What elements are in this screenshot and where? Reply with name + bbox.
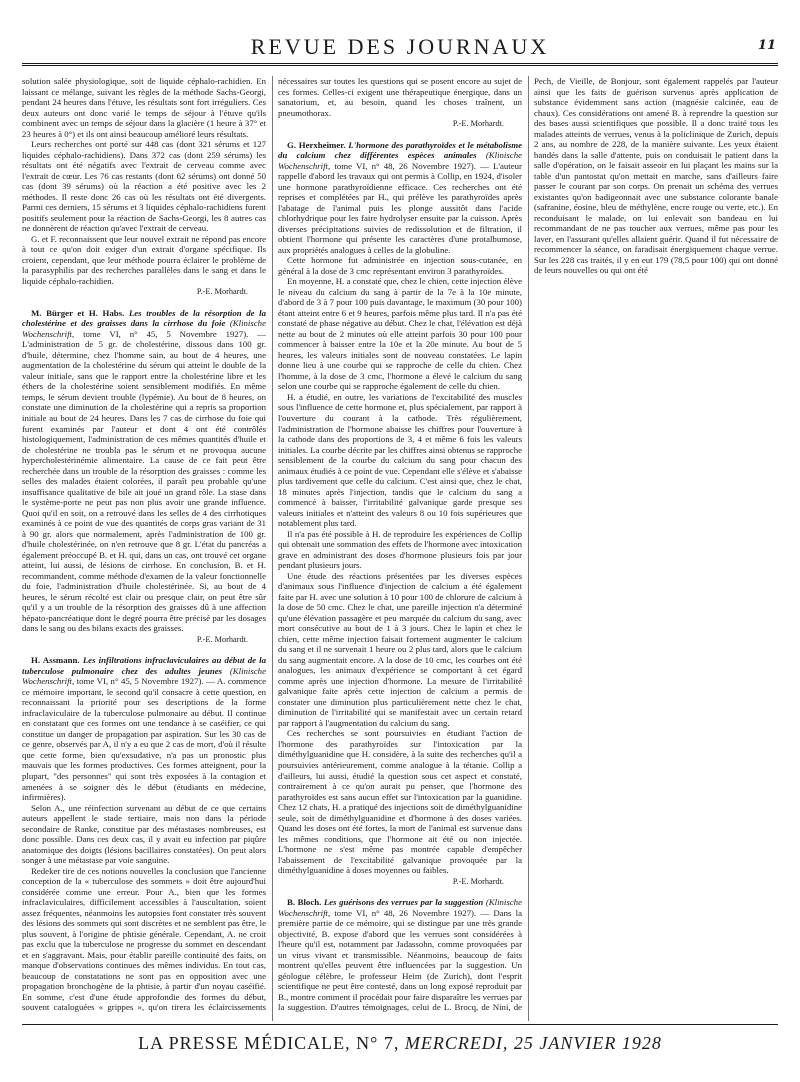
article-1-body [22, 308, 266, 634]
article-2-signature: P.-E. Morhardt. [452, 119, 504, 129]
article-0-signature: P.-E. Morhardt. [196, 287, 248, 297]
article-4-title: Les guérisons des verrues par la suggestion [323, 897, 484, 908]
article-1-signature: P.-E. Morhardt. [196, 634, 248, 644]
article-3-paragraph-6: Ces recherches se sont poursuivies en étudiant l'action de l'hormone des parathyroïdes sur l'intoxication par la diméthylguanidine que H. considère, à la suite des recherches qu'il a poursuivies antérieurement, comme analogue à la tétanie. Collip a d'ailleurs, lui aussi, étudié la question sous cet aspect et constaté, contrairement à ce qu'on aurait pu penser, que l'hormone des parathyroïdes est sans aucun effet sur l'intoxication par la guanidine. Chez 12 chats, H. a pratiqué des injections soit de diméthylguanidine seule, soit de diméthylguanidine et d'hormone à des doses variées. Quand les doses ont été fortes, la mort de l'animal est survenue dans les mêmes conditions, que l'hormone ait été ou non injectée. L'hormone ne s'est même pas montrée capable d'empêcher l'abaissement de l'excitabilité galvanique provoquée par la diméthylguanidine à doses moyennes ou faibles. [278, 728, 522, 876]
article-3-paragraph-5: Une étude des réactions présentées par les diverses espèces d'animaux sous l'influence d'injection de calcium a été également faite par H. avec une solution à 10 pour 100 de chlorure de calcium à la dose de 50 cmc. Chez le chat, une pareille injection n'a déterminé qu'une élévation passagère et peu marquée du calcium du sang, avec mort consécutive au bout de 1 à 3 jours. Chez le lapin et chez le chien, cette même injection faisait fortement augmenter le calcium du sang et il ne survenait 1 heure ou 2 plus tard, alors que le calcium du sang augmentait encore. A la dose de 10 cmc, les courbes ont été analogues, les animaux d'expérience se comportant à cet égard comme après une injection d'hormone. La mesure de l'irritabilité galvanique faite après cette injection de calcium a permis de constater une diminution plus particulièrement nette chez le chat, diminution de l'irritabilité qui se manifestait avec un certain retard par rapport à l'augmentation du calcium du sang. [278, 570, 522, 728]
article-1-source: (Klinische Wochenschrift, [22, 318, 266, 339]
article-3-paragraph-4: Il n'a pas été possible à H. de reproduire les expériences de Collip qui obtenait une sommation des effets de l'hormone avec intoxication grave en administrant des doses d'hormone plusieurs fois par jour pendant plusieurs jours. [278, 528, 523, 571]
page-number: 11 [757, 38, 776, 53]
article-1-intro: L'administration de 5 gr. de cholestérine, dissous dans 100 gr. d'huile, détermine, chez l'homme sain, au bout de 4 heures, une augmentation de la cholestérine du sérum qui atteint le double de la valeur initiale, sans que le rapport entre la cholestérine libre et les éthers de la cholestérine soient sensiblement modifiés. En même temps, le sérum devient trouble (lypémie). Au bout de 8 heures, on constate une diminution de la cholestérine qui a repris sa proportion initiale au bout de 24 heures. Dans les 7 cas de cirrhose du foie qui furent examinés par l'auteur et dont 4 ont été contrôlés histologiquement, l'administration de ces mêmes quantités d'huile et de cholestérine ne troubla pas le sérum et ne provoqua aucune hypercholestérinémie alimentaire. La cause de ce fait peut être recherchée dans un trouble de la résorption des graisses : comme les selles des malades étaient colorées, il paraît peu probable qu'une insuffisance qualitative de bile ait joué un grand rôle. La stase dans le système-porte ne peut pas non plus avoir une grande influence. Quoi qu'il en soit, on a retrouvé dans les selles de 4 des cirrhotiques examinés à ce point de vue des quantités de corps gras variant de 31 à 90 gr. alors que normalement, après l'administration de 100 gr. d'huile cholestérinée, on n'en retrouve que 8 gr. L'état du pancréas a également préoccupé B. et H. qui, dans un cas, ont trouvé cet organe atteint, lui aussi, de lésions de cirrhose. En conclusion, B. et H. recommandent, comme méthode d'examen de la valeur fonctionnelle du foie, l'administration d'huile cholestérinée. Si, au bout de 4 heures, le sérum récolté est clair ou presque clair, on peut être sûr qu'il y a un trouble de la résorption des graisses dû à une affection hépato-pancréatique dont le degré pourra être précisé par les dosages dans le sang ou des bilans exacts des graisses. [22, 339, 266, 634]
article-2-paragraph-2: Redeker tire de ces notions nouvelles la conclusion que l'ancienne conception de la « tuberculose des sommets » doit être aujourd'hui considérée comme une erreur. Pour A., bien que les formes infraclaviculaires, difficilement accessibles à l'auscultation, soient assez fréquentes, néanmoins les autopsies font constater très souvent des lésions des sommets qui sont discrètes et ne semblent pas être, le plus souvent, à l'origine de phtisie générale. Cependant, A. ne croit pas exclu que la tuberculose ne progresse du sommet en descendant et en s'aggravant. Mais, pour établir pareille continuité des faits, on manque d'observations continues des mêmes individus. En tout cas, beaucoup de constatations ne sont pas en opposition avec une propagation bronchogène de la phtisie, à partir d'un noyau caséifié. En somme, c'est d'une étude approfondie des formes du début, souvent cataloguées « grippes », qu'on tirera les éclaircissements nécessaires sur toutes les questions qui se posent encore au sujet de ces formes. Celles-ci exigent une thérapeutique énergique, dans un sanatorium, et, au besoin, quand les choses traînent, un pneumothorax. [22, 76, 522, 1013]
article-4-reference: tome VI, n° 48, 26 Novembre 1927). — [330, 907, 494, 918]
article-3-paragraph-3: H. a étudié, en outre, les variations de l'excitabilité des muscles sous l'influence de cette hormone et, plus spécialement, par rapport à l'ouverture du courant à la cathode. Très régulièrement, l'administration de l'hormone abaisse les chiffres pour l'ouverture à la cathode dans des proportions de 3, 4 et même 6 fois les valeurs initiales. La courbe décrite par les chiffres ainsi obtenus se rapproche sensiblement de la courbe du calcium du sang pour chacun des animaux étudiés à ce point de vue. Cependant elle s'élève et s'abaisse plus tardivement que celle du calcium. C'est ainsi que, chez le chat, 18 minutes après l'injection, tandis que le calcium du sang a commencé à baisser, l'irritabilité galvanique garde presque ses valeurs initiales et n'atteint des valeurs 8 ou 10 fois supérieures que notablement plus tard. [278, 391, 522, 529]
footer-journal: LA PRESSE MÉDICALE, N° 7, [138, 1033, 400, 1053]
article-3-intro: L'auteur rappelle d'abord les travaux qui ont permis à Collip, en 1924, d'isoler une hormone parathyroïdienne efficace. Ces recherches ont été reprises et complétées par H., qui prélève les parathyroïdes après l'abatage de l'animal puis les plonge aussitôt dans l'acide chlorhydrique pour les faire hydrolyser ensuite par la cuisson. Après diverses précipitations suivies de redissolution et de filtration, il obtient l'hormone qui présente les caractères d'une protalbumose, aux propriétés analogues à celles de la globuline. [278, 160, 522, 255]
page-footer [22, 1024, 778, 1054]
article-0-paragraph-1: solution salée physiologique, soit de liquide céphalo-rachidien. En laissant ce mélange, suivant les règles de la méthode Sachs-Georgi, pendant 24 heures dans l'étuve, les résultats sont fort irréguliers. Ces deux auteurs ont donc varié le temps de séjour à l'étuve qu'ils combinent avec un temps de séjour dans la glacière (1 heure à 37° et 23 heures à 0°) et ils ont ainsi beaucoup amélioré leurs résultats. [22, 76, 266, 139]
article-4-source: (Klinische Wochenschrift, [278, 897, 522, 918]
article-2-paragraph-1: Selon A., une réinfection survenant au début de ce que certains auteurs appellent le stade tertiaire, mais non dans la période secondaire de Ranke, constitue par des métastases nombreuses, est donc possible. Dans ces deux cas, il y avait eu infection par piqûre anatomique des doigts (lésions bacillaires constatées). On peut alors songer à une métastase par voie sanguine. [22, 802, 266, 866]
article-columns [22, 76, 778, 1021]
article-2-reference: tome VI, n° 45, 5 Novembre 1927). — [74, 676, 217, 687]
article-3-title: L'hormone des parathyroïdes et le métabolisme du calcium chez différentes espèces animales [278, 139, 523, 161]
article-3-author: G. Herxheimer. [287, 139, 346, 150]
article-3-signature: P.-E. Morhardt. [452, 876, 504, 886]
section-title: REVUE DES JOURNAUX [250, 34, 550, 59]
header-rule-double [22, 65, 778, 66]
article-3-paragraph-1: Cette hormone fut administrée en injection sous-cutanée, en général à la dose de 3 cmc représentant environ 3 parathyroïdes. [278, 255, 522, 276]
article-3-source: (Klinische Wochenschrift, [278, 150, 523, 171]
article-3-paragraph-2: En moyenne, H. a constaté que, chez le chien, cette injection élève le niveau du calcium du sang à partir de la 7e à la 10e minute, d'abord de 3 à 7 pour 100 puis davantage, le maximum (30 pour 100) étant atteint entre 6 et 9 heures, parfois même plus tard. Il n'a pas été constaté de phase négative au début. Chez le chat, l'élévation est déjà nette au bout de 2 minutes où elle atteint parfois 30 pour 100 pour commencer à baisser entre la 10e et la 20e minute. Au bout de 5 heures, les valeurs initiales sont de nouveau constatées. Le lapin donne lieu à une courbe qui se rapproche de celle du chien. Chez l'homme, à la dose de 3 cmc, l'hormone a élevé le calcium du sang selon une courbe qui se rapproche également de celle du chien. [278, 276, 522, 392]
masthead [22, 32, 778, 66]
article-3-body [278, 140, 522, 256]
article-2-body [22, 655, 266, 802]
footer-rule [22, 1024, 778, 1025]
article-1-reference: tome VI, n° 45, 5 Novembre 1927). — [74, 328, 266, 339]
article-4-author: B. Bloch. [287, 897, 322, 908]
footer-text [22, 1033, 778, 1054]
article-0-paragraph-2: Leurs recherches ont porté sur 448 cas (dont 321 sérums et 127 liquides céphalo-rachidiens). Dans 372 cas (dont 259 sérums) les résultats ont été négatifs avec l'extrait de cerveau comme avec l'extrait de cœur. Les 76 cas restants (dont 62 sérums) ont donné 50 cas (dont 39 sérums) où la réaction a été positive avec les 2 méthodes. Il reste donc 26 cas où les résultats ont été divergents. Parmi ces derniers, 15 sérums et 3 liquides céphalo-rachidiens furent positifs seulement pour la réaction de Sachs-Georgi, les 8 autres cas ne donnèrent de réaction qu'avec l'extrait de cerveau. [22, 139, 266, 234]
article-0-paragraph-3: G. et F. reconnaissent que leur nouvel extrait ne répond pas encore à tout ce qu'on doit exiger d'un extrait d'organe spécifique. Ils croient, cependant, que leur méthode pourra éclairer le problème de la parasyphilis par des recherches parallèles dans le sang et dans le liquide céphalo-rachidien. [22, 233, 266, 286]
article-2-intro: A. commence ce mémoire important, le second qu'il consacre à cette question, en reconnaissant la priorité pour ses descriptions de la forme infraclaviculaire de la tuberculose pulmonaire au début. Il continue en constatant que ces formes ont une tendance à se caséifier, ce qui constitue un danger de propagation par aspiration. Sur les 30 cas de ce genre, observés par A, il n'y a eu que 2 cas de mort, d'où il résulte que cette forme, bien qu'exsudative, n'a pas un pronostic plus mauvais que les formes productives. Ces formes atteignent, pour la plupart, "des personnes" qui sont très exposées à la contagion et amenées à se soigner dès le début (étudiants en médecine, infirmières). [22, 676, 266, 803]
article-1-author: M. Bürger et H. Habs. [31, 307, 125, 318]
article-2-source: (Klinische Wochenschrift, [22, 665, 266, 687]
article-2-author: H. Assmann. [31, 655, 80, 666]
article-2-title: Les infiltrations infraclaviculaires au début de la tuberculose pulmonaire chez des adultes jeunes [22, 655, 267, 676]
header-rule [22, 63, 778, 64]
article-1-title: Les troubles de la résorption de la cholestérine et des graisses dans la cirrhose du foie [22, 307, 266, 329]
article-3-reference: tome VI, n° 48, 26 Novembre 1927). — [330, 160, 494, 171]
article-4-intro: Dans la première partie de ce mémoire, qui se distingue par une très grande objectivité, B. expose d'abord que les verrues sont considérées à l'heure qu'il est, notamment par Jadassohn, comme provoquées par un virus vivant et transmissible. Néanmoins, beaucoup de faits montrent qu'elles peuvent être influencées par la suggestion. Un géologue célèbre, le professeur Heim (de Zurich), dont l'esprit scientifique ne peut être contesté, dans un long exposé reproduit par B., montre comment il procédait pour faire disparaître les verrues par la suggestion. D'autres témoignages, celui de L. Brocq, de Nini, de Pech, de Vieille, de Bonjour, sont également rappelés par l'auteur ainsi que les faits de guérison survenus après application de substance évidemment sans action (magnésie calcinée, eau de chaux). Ces considérations ont amené B. à reprendre la question sur des bases aussi scientifiques que possible. Il a donc traité tous les malades atteints de verrues, venus à la policlinique de Zurich, depuis 2 ans, au nombre de 228, de la manière suivante. Les yeux étaient bandés dans la salle d'attente, puis on conduisait le patient dans la salle d'opération, on le faisait asseoir en lui plaçant les mains sur la table d'un pantostat qu'on mettait en marche, sans d'ailleurs faire passer le courant par son corps. On prenait un schéma des verrues existantes qu'on badigeonnait avec une substance colorante banale (safranine, éosine, bleu de méthylène, encre rouge ou verte, etc.). En reconduisant le malade, on lui enlevait son bandeau en lui recommandant de ne pas toucher aux verrues, même pas pour les laver, en l'assurant qu'elles allaient guérir. Quand il fut nécessaire de recommencer la séance, on faradisait énergiquement chaque verrue. Sur les 228 cas traités, il y en eut 179 (78,5 pour 100) qui ont donné de leurs nouvelles ou qui ont été [278, 76, 778, 1013]
footer-date: MERCREDI, 25 JANVIER 1928 [404, 1033, 662, 1053]
